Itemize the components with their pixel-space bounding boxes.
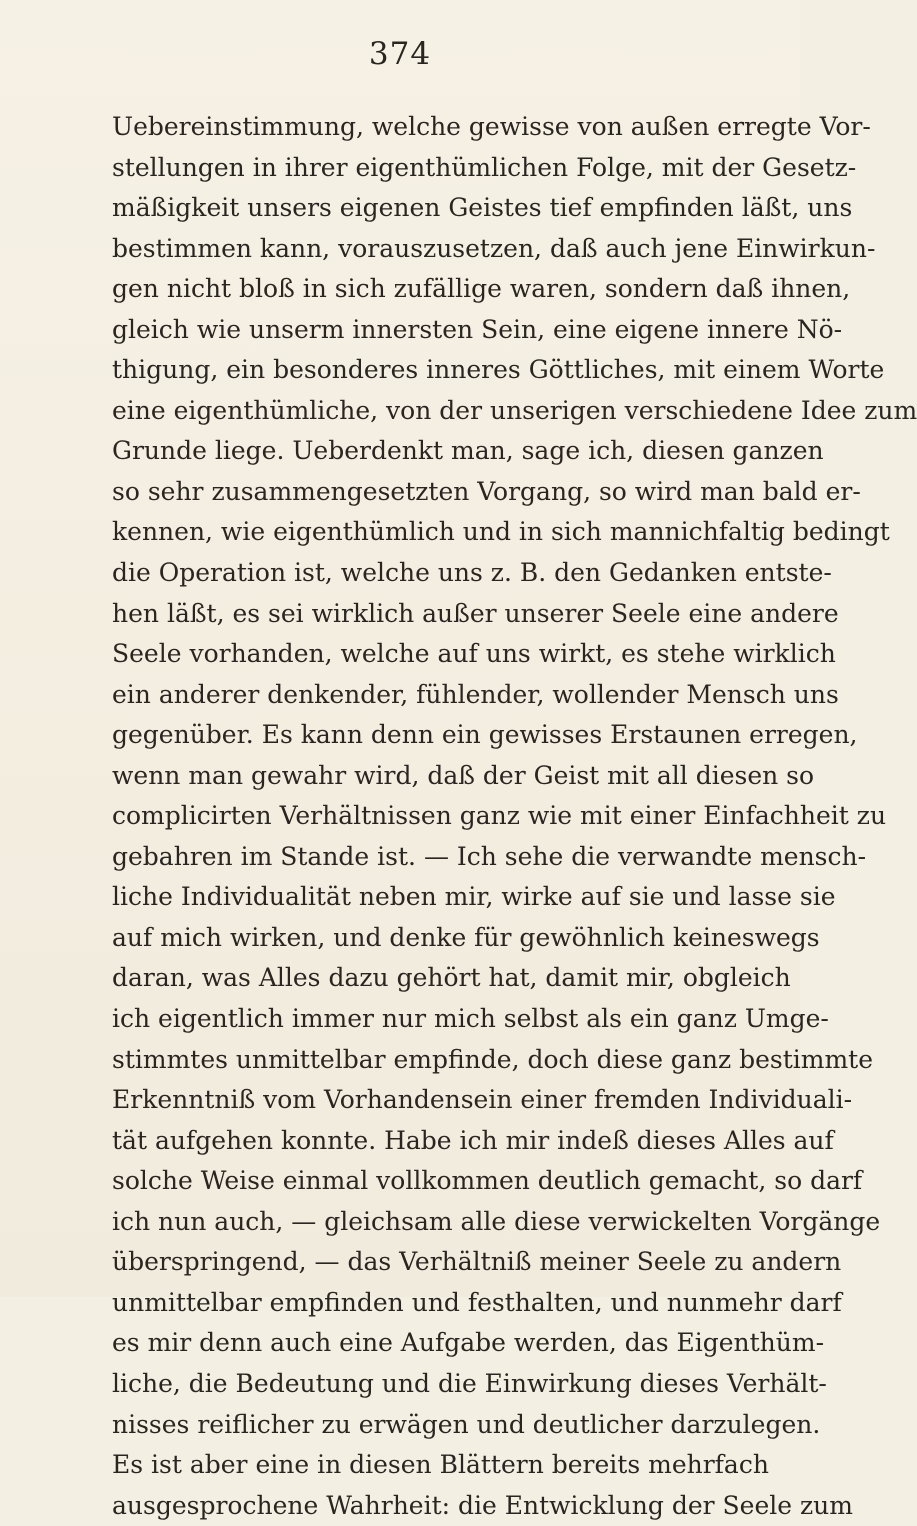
- text-line: stimmtes unmittelbar empfinde, doch diese ganz bestimmte: [112, 1044, 873, 1074]
- text-line: nisses reiflicher zu erwägen und deutlicher darzulegen.: [112, 1409, 821, 1439]
- text-line: mäßigkeit unsers eigenen Geistes tief empfinden läßt, uns: [112, 193, 853, 223]
- text-line: auf mich wirken, und denke für gewöhnlich keineswegs: [112, 922, 820, 952]
- text-line: thigung, ein besonderes inneres Göttliches, mit einem Worte: [112, 355, 885, 385]
- text-line: gen nicht bloß in sich zufällige waren, sondern daß ihnen,: [112, 274, 851, 304]
- page-number: 374: [368, 36, 432, 72]
- text-line: Erkenntniß vom Vorhandensein einer fremden Individuali-: [112, 1085, 853, 1115]
- text-line: ausgesprochene Wahrheit: die Entwicklung der Seele zum: [112, 1490, 853, 1520]
- text-line: solche Weise einmal vollkommen deutlich gemacht, so darf: [112, 1166, 863, 1196]
- text-line: bestimmen kann, vorauszusetzen, daß auch jene Einwirkun-: [112, 233, 876, 263]
- text-line: Seele vorhanden, welche auf uns wirkt, es stehe wirklich: [112, 639, 836, 669]
- text-line: ich eigentlich immer nur mich selbst als ein ganz Umge-: [112, 1004, 829, 1034]
- text-line: die Operation ist, welche uns z. B. den Gedanken entste-: [112, 558, 832, 588]
- text-line: unmittelbar empfinden und festhalten, und nunmehr darf: [112, 1287, 842, 1317]
- text-line: Es ist aber eine in diesen Blättern bereits mehrfach: [112, 1450, 769, 1480]
- text-line: überspringend, — das Verhältniß meiner Seele zu andern: [112, 1247, 842, 1277]
- text-line: tät aufgehen konnte. Habe ich mir indeß dieses Alles auf: [112, 1125, 834, 1155]
- text-line: so sehr zusammengesetzten Vorgang, so wird man bald er-: [112, 476, 861, 506]
- text-line: liche Individualität neben mir, wirke auf sie und lasse sie: [112, 882, 836, 912]
- text-line: stellungen in ihrer eigenthümlichen Folge, mit der Gesetz-: [112, 152, 857, 182]
- text-line: Uebereinstimmung, welche gewisse von außen erregte Vor-: [112, 112, 871, 141]
- text-line: ein anderer denkender, fühlender, wollender Mensch uns: [112, 679, 839, 709]
- text-line: ich nun auch, — gleichsam alle diese verwickelten Vorgänge: [112, 1206, 881, 1236]
- text-line: gebahren im Stande ist. — Ich sehe die verwandte mensch-: [112, 841, 867, 871]
- text-line: hen läßt, es sei wirklich außer unserer Seele eine andere: [112, 598, 839, 628]
- text-line: liche, die Bedeutung und die Einwirkung dieses Verhält-: [112, 1368, 827, 1398]
- text-line: wenn man gewahr wird, daß der Geist mit all diesen so: [112, 760, 815, 790]
- text-line: daran, was Alles dazu gehört hat, damit mir, obgleich: [112, 963, 791, 993]
- text-line: gleich wie unserm innersten Sein, eine eigene innere Nö-: [112, 314, 843, 344]
- body-text: [112, 107, 917, 1526]
- text-line: es mir denn auch eine Aufgabe werden, das Eigenthüm-: [112, 1328, 825, 1358]
- text-line: complicirten Verhältnissen ganz wie mit einer Einfachheit zu: [112, 801, 887, 831]
- text-line: Grunde liege. Ueberdenkt man, sage ich, diesen ganzen: [112, 436, 824, 466]
- text-line: kennen, wie eigenthümlich und in sich mannichfaltig bedingt: [112, 517, 890, 547]
- text-line: eine eigenthümliche, von der unserigen verschiedene Idee zum: [112, 395, 917, 425]
- text-line: gegenüber. Es kann denn ein gewisses Erstaunen erregen,: [112, 720, 858, 750]
